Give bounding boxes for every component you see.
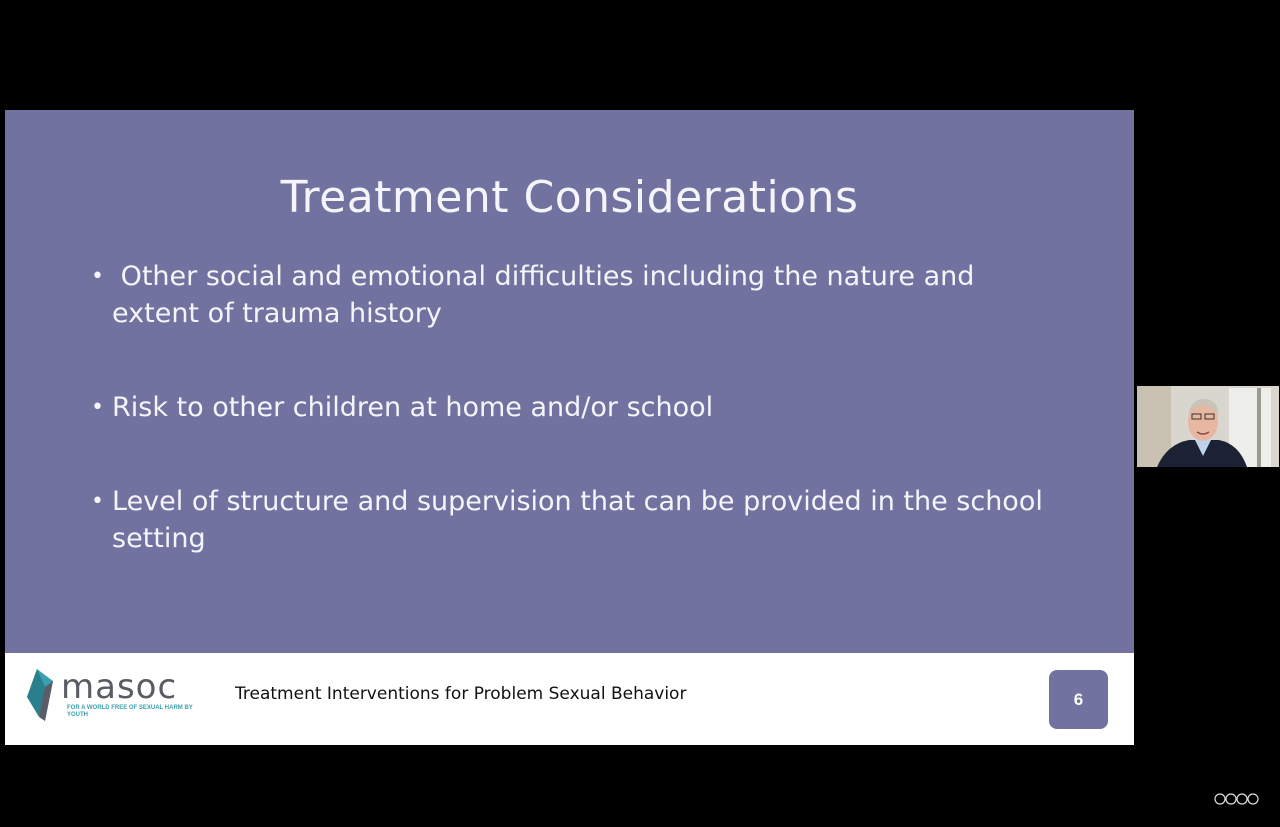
watermark-icon xyxy=(1214,792,1262,808)
bullet-dot: • xyxy=(91,489,104,514)
presenter-video xyxy=(1137,386,1279,467)
bullet-item xyxy=(91,483,1051,557)
bullet-text: Risk to other children at home and/or school xyxy=(112,392,714,423)
slide-footer xyxy=(5,653,1134,745)
bullet-list xyxy=(91,258,1051,614)
webcam-feed xyxy=(1137,386,1279,467)
slide xyxy=(5,110,1134,745)
footer-text: Treatment Interventions for Problem Sexual Behavior xyxy=(235,684,687,704)
bullet-text: Other social and emotional difficulties including the nature and extent of trauma history xyxy=(112,261,983,329)
bullet-item xyxy=(91,258,1051,332)
bullet-dot: • xyxy=(91,395,104,420)
logo-wordmark: masoc xyxy=(61,667,178,707)
page-number-badge: 6 xyxy=(1049,670,1108,729)
logo-mark-icon xyxy=(23,667,59,723)
slide-title: Treatment Considerations xyxy=(280,172,859,223)
bullet-item xyxy=(91,389,1051,426)
logo-tagline: FOR A WORLD FREE OF SEXUAL HARM BY YOUTH xyxy=(67,705,193,718)
bullet-text: Level of structure and supervision that can be provided in the school setting xyxy=(112,486,1043,554)
masoc-logo xyxy=(23,667,193,719)
bullet-dot: • xyxy=(91,264,104,289)
